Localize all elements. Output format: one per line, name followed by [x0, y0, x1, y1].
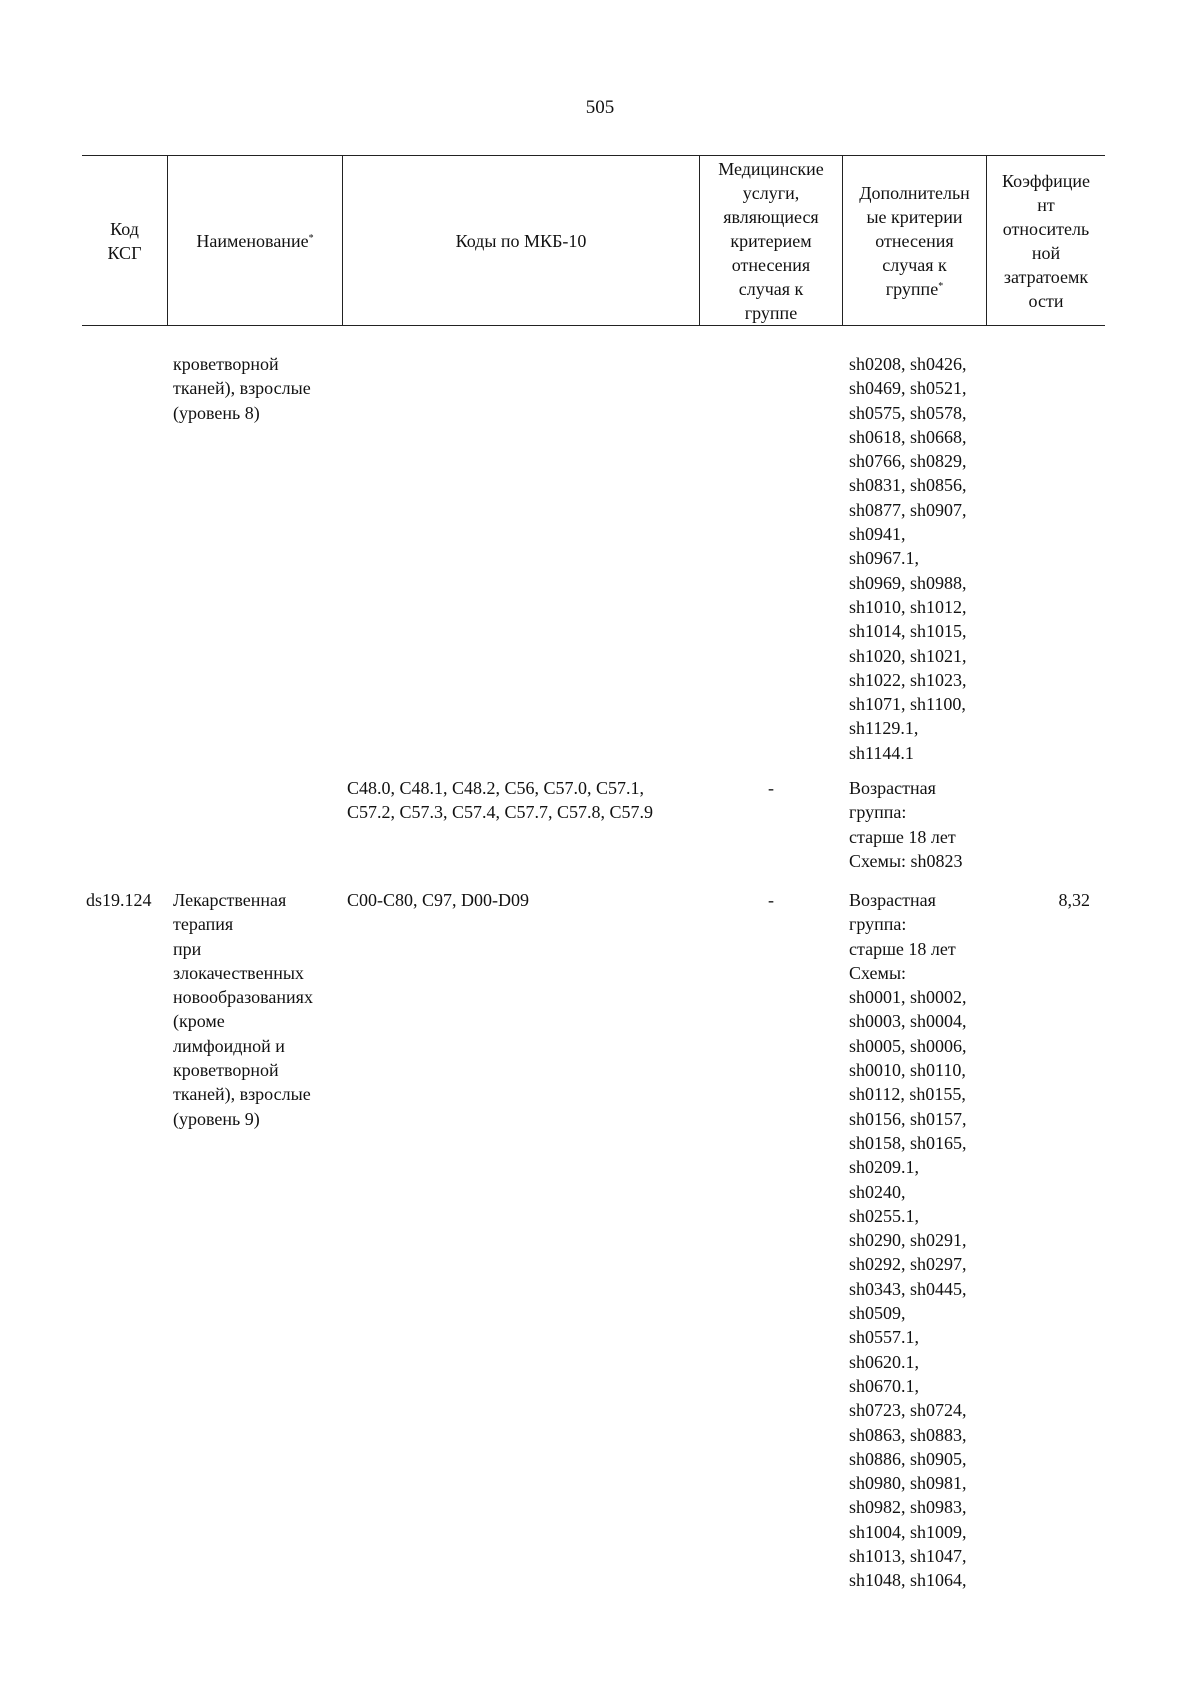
- header-services-text: Медицинские услуги, являющиеся критерием отнесения случая к группе: [718, 159, 824, 323]
- row-name: Лекарственная терапия при злокачественных новообразованиях (кроме лимфоидной и кроветворной тканей), взрослые (уровень 9): [173, 890, 313, 1129]
- header-coef-text: Коэффицие нт относитель ной затратоемк ости: [1001, 171, 1091, 311]
- header-extra-text: Дополнительн ые критерии отнесения случая к группе: [859, 183, 970, 299]
- header-icd-text: Коды по МКБ-10: [455, 231, 587, 251]
- header-code: [82, 156, 167, 326]
- header-name: [168, 156, 342, 326]
- header-extra-wrap: [859, 181, 970, 301]
- header-coef: [987, 156, 1105, 326]
- row-coef: 8,32: [1058, 890, 1090, 910]
- row-service: -: [768, 890, 774, 910]
- footnote-mark: *: [938, 281, 944, 292]
- footnote-mark: *: [308, 233, 314, 244]
- row-icd: C48.0, C48.1, C48.2, C56, C57.0, C57.1, C57.2, C57.3, C57.4, C57.7, C57.8, C57.9: [347, 778, 654, 823]
- header-name-text: Наименование: [196, 231, 309, 251]
- row-extra: Возрастная группа: старше 18 лет Схемы: sh0001, sh0002, sh0003, sh0004, sh0005, sh0006, sh0010, sh0110, sh0112, sh0155, sh0156, sh0157, sh0158, sh0165, sh0209.1, sh0240, sh0255.1, sh0290, sh0291, sh0292, sh0297, sh0343, sh0445, sh0509, sh0557.1, sh0620.1, sh0670.1, sh0723, sh0724, sh0863, sh0883, sh0886, sh0905, sh0980, sh0981, sh0982, sh0983, sh1004, sh1009, sh1013, sh1047, sh1048, sh1064,: [849, 890, 967, 1591]
- row-name: кроветворной тканей), взрослые (уровень 8): [173, 354, 311, 423]
- header-extra: [843, 156, 986, 326]
- header-icd: [343, 156, 699, 326]
- header-services: [700, 156, 842, 326]
- page-number: 505: [585, 97, 615, 118]
- row-icd: C00-C80, C97, D00-D09: [347, 890, 530, 910]
- row-service: -: [768, 778, 774, 798]
- row-code: ds19.124: [86, 890, 152, 910]
- header-code-text: Код КСГ: [107, 219, 142, 263]
- row-extra: Возрастная группа: старше 18 лет Схемы: sh0823: [849, 778, 963, 871]
- row-extra: sh0208, sh0426, sh0469, sh0521, sh0575, sh0578, sh0618, sh0668, sh0766, sh0829, sh0831, sh0856, sh0877, sh0907, sh0941, sh0967.1, sh0969, sh0988, sh1010, sh1012, sh1014, sh1015, sh1020, sh1021, sh1022, sh1023, sh1071, sh1100, sh1129.1, sh1144.1: [849, 354, 967, 763]
